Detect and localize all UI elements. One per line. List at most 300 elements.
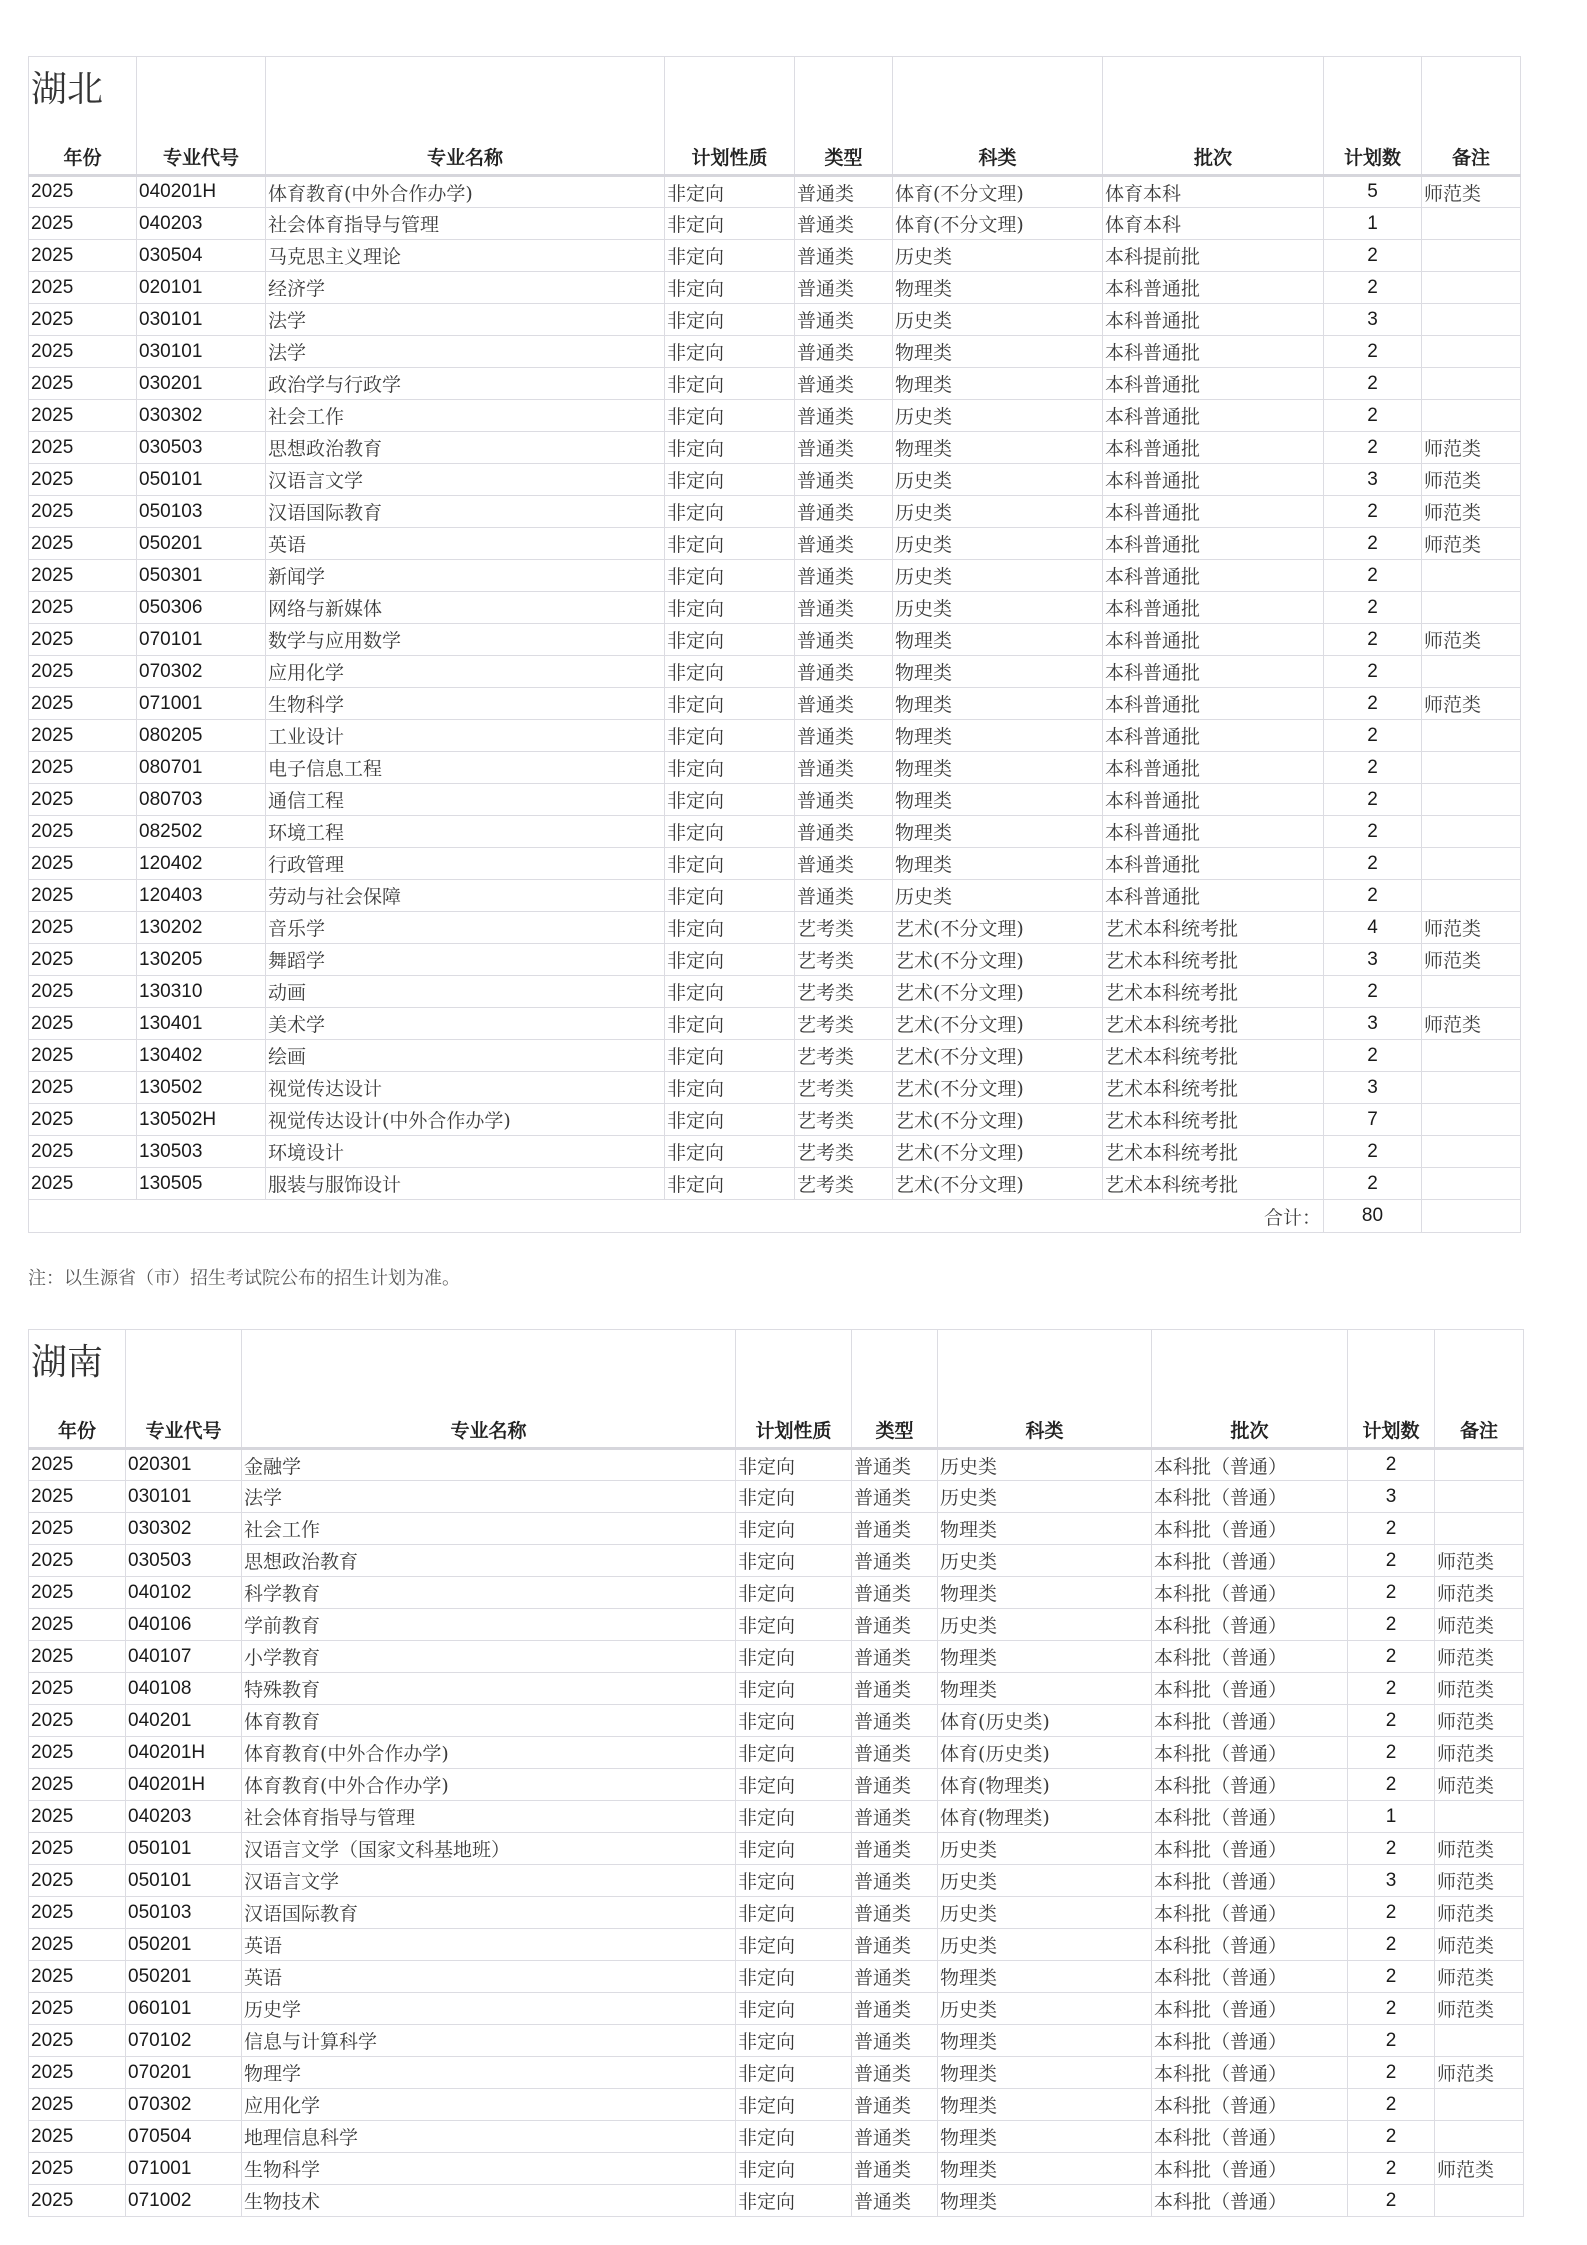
cell-batch: 艺术本科统考批 [1103, 1136, 1324, 1168]
cell-major-name: 环境设计 [266, 1136, 665, 1168]
cell-year: 2025 [29, 1513, 126, 1545]
cell-batch: 本科批（普通） [1152, 2089, 1348, 2121]
cell-major-code: 071001 [137, 688, 266, 720]
cell-plan-nature: 非定向 [665, 944, 795, 976]
cell-major-code: 050201 [137, 528, 266, 560]
column-header-batch: 批次 [1103, 57, 1324, 176]
cell-year: 2025 [29, 1136, 137, 1168]
cell-remark [1422, 752, 1521, 784]
cell-plan-nature: 非定向 [665, 432, 795, 464]
cell-type: 艺考类 [795, 976, 893, 1008]
cell-year: 2025 [29, 304, 137, 336]
cell-subject: 物理类 [893, 624, 1103, 656]
cell-major-code: 040201H [137, 176, 266, 208]
cell-type: 普通类 [795, 880, 893, 912]
cell-plan-nature: 非定向 [665, 1136, 795, 1168]
cell-plan-count: 3 [1324, 464, 1422, 496]
cell-subject: 艺术(不分文理) [893, 976, 1103, 1008]
cell-plan-nature: 非定向 [736, 1897, 852, 1929]
cell-major-name: 小学教育 [242, 1641, 736, 1673]
cell-plan-count: 2 [1324, 784, 1422, 816]
cell-plan-count: 2 [1348, 1833, 1435, 1865]
cell-subject: 体育(不分文理) [893, 208, 1103, 240]
cell-major-code: 070302 [126, 2089, 242, 2121]
cell-batch: 本科批（普通） [1152, 1673, 1348, 1705]
cell-major-name: 数学与应用数学 [266, 624, 665, 656]
cell-year: 2025 [29, 720, 137, 752]
cell-subject: 历史类 [893, 240, 1103, 272]
cell-plan-nature: 非定向 [665, 176, 795, 208]
column-header-major-code: 专业代号 [137, 57, 266, 176]
cell-major-code: 080205 [137, 720, 266, 752]
cell-batch: 艺术本科统考批 [1103, 976, 1324, 1008]
cell-subject: 体育(物理类) [938, 1769, 1152, 1801]
cell-plan-count: 4 [1324, 912, 1422, 944]
cell-plan-count: 2 [1348, 1929, 1435, 1961]
cell-major-code: 030302 [137, 400, 266, 432]
table-row [29, 1513, 1524, 1545]
cell-plan-nature: 非定向 [736, 1577, 852, 1609]
table-row [29, 2153, 1524, 2185]
cell-major-name: 舞蹈学 [266, 944, 665, 976]
cell-remark: 师范类 [1422, 496, 1521, 528]
cell-plan-nature: 非定向 [665, 304, 795, 336]
cell-batch: 本科批（普通） [1152, 1609, 1348, 1641]
cell-subject: 物理类 [938, 1513, 1152, 1545]
cell-batch: 艺术本科统考批 [1103, 1072, 1324, 1104]
cell-year: 2025 [29, 1449, 126, 1481]
cell-type: 普通类 [852, 1769, 938, 1801]
cell-type: 普通类 [852, 2057, 938, 2089]
cell-plan-nature: 非定向 [736, 1833, 852, 1865]
table-row [29, 624, 1521, 656]
cell-major-code: 050201 [126, 1961, 242, 1993]
cell-remark: 师范类 [1422, 688, 1521, 720]
table-row [29, 848, 1521, 880]
total-row [29, 1200, 1521, 1233]
cell-batch: 本科普通批 [1103, 464, 1324, 496]
cell-subject: 艺术(不分文理) [893, 1136, 1103, 1168]
cell-batch: 本科普通批 [1103, 592, 1324, 624]
cell-plan-count: 3 [1324, 304, 1422, 336]
cell-subject: 艺术(不分文理) [893, 1040, 1103, 1072]
cell-subject: 艺术(不分文理) [893, 912, 1103, 944]
cell-plan-nature: 非定向 [736, 1545, 852, 1577]
table-row [29, 688, 1521, 720]
cell-plan-count: 2 [1324, 336, 1422, 368]
cell-year: 2025 [29, 368, 137, 400]
cell-remark [1422, 848, 1521, 880]
table-row [29, 528, 1521, 560]
table-row [29, 496, 1521, 528]
cell-batch: 本科提前批 [1103, 240, 1324, 272]
cell-batch: 艺术本科统考批 [1103, 912, 1324, 944]
cell-major-code: 050103 [126, 1897, 242, 1929]
cell-remark: 师范类 [1422, 432, 1521, 464]
cell-remark [1435, 1513, 1524, 1545]
cell-remark [1422, 1072, 1521, 1104]
cell-subject: 历史类 [893, 528, 1103, 560]
cell-type: 艺考类 [795, 944, 893, 976]
cell-year: 2025 [29, 1737, 126, 1769]
cell-year: 2025 [29, 976, 137, 1008]
column-header-year: 湖南 年份 [29, 1330, 126, 1449]
cell-plan-count: 2 [1348, 1769, 1435, 1801]
cell-type: 普通类 [852, 1481, 938, 1513]
cell-batch: 本科普通批 [1103, 880, 1324, 912]
cell-major-code: 130202 [137, 912, 266, 944]
cell-subject: 物理类 [893, 656, 1103, 688]
cell-major-code: 040201 [126, 1705, 242, 1737]
cell-major-name: 学前教育 [242, 1609, 736, 1641]
table-row [29, 720, 1521, 752]
cell-type: 艺考类 [795, 1168, 893, 1200]
cell-remark: 师范类 [1435, 1641, 1524, 1673]
cell-major-name: 思想政治教育 [242, 1545, 736, 1577]
cell-major-name: 信息与计算科学 [242, 2025, 736, 2057]
table-row [29, 1865, 1524, 1897]
cell-major-name: 通信工程 [266, 784, 665, 816]
cell-plan-count: 2 [1324, 496, 1422, 528]
cell-batch: 本科普通批 [1103, 784, 1324, 816]
cell-type: 普通类 [852, 2153, 938, 2185]
cell-plan-count: 2 [1324, 752, 1422, 784]
cell-remark [1435, 2185, 1524, 2217]
cell-major-code: 070201 [126, 2057, 242, 2089]
cell-type: 普通类 [852, 1577, 938, 1609]
cell-type: 普通类 [795, 592, 893, 624]
cell-remark: 师范类 [1435, 1705, 1524, 1737]
table-row [29, 336, 1521, 368]
cell-subject: 历史类 [938, 1449, 1152, 1481]
cell-major-name: 电子信息工程 [266, 752, 665, 784]
cell-year: 2025 [29, 2057, 126, 2089]
cell-major-name: 劳动与社会保障 [266, 880, 665, 912]
cell-major-name: 生物科学 [266, 688, 665, 720]
cell-subject: 物理类 [938, 2089, 1152, 2121]
cell-subject: 体育(历史类) [938, 1705, 1152, 1737]
footnote: 注：以生源省（市）招生考试院公布的招生计划为准。 [28, 1268, 460, 1289]
cell-plan-count: 3 [1324, 1008, 1422, 1040]
cell-remark: 师范类 [1435, 2153, 1524, 2185]
cell-subject: 物理类 [938, 1577, 1152, 1609]
cell-remark: 师范类 [1422, 624, 1521, 656]
cell-subject: 物理类 [938, 1961, 1152, 1993]
cell-remark [1422, 400, 1521, 432]
cell-plan-nature: 非定向 [665, 208, 795, 240]
cell-plan-count: 2 [1324, 1168, 1422, 1200]
table-row [29, 2057, 1524, 2089]
table-row [29, 400, 1521, 432]
cell-subject: 物理类 [893, 336, 1103, 368]
cell-remark: 师范类 [1435, 1673, 1524, 1705]
table-row [29, 1673, 1524, 1705]
cell-subject: 历史类 [893, 496, 1103, 528]
cell-remark [1435, 1449, 1524, 1481]
cell-plan-nature: 非定向 [736, 1673, 852, 1705]
cell-plan-nature: 非定向 [736, 2121, 852, 2153]
cell-remark [1422, 656, 1521, 688]
cell-subject: 物理类 [893, 848, 1103, 880]
cell-batch: 艺术本科统考批 [1103, 944, 1324, 976]
cell-remark: 师范类 [1422, 176, 1521, 208]
cell-type: 普通类 [795, 784, 893, 816]
cell-plan-nature: 非定向 [736, 2089, 852, 2121]
cell-plan-count: 2 [1348, 1737, 1435, 1769]
cell-major-code: 050101 [126, 1833, 242, 1865]
table-row [29, 912, 1521, 944]
table-row [29, 592, 1521, 624]
cell-plan-count: 2 [1324, 240, 1422, 272]
cell-subject: 历史类 [938, 1609, 1152, 1641]
table-row [29, 784, 1521, 816]
table-row [29, 1481, 1524, 1513]
cell-year: 2025 [29, 1705, 126, 1737]
cell-batch: 本科批（普通） [1152, 1513, 1348, 1545]
cell-batch: 本科普通批 [1103, 848, 1324, 880]
cell-major-name: 社会工作 [266, 400, 665, 432]
cell-remark [1435, 2089, 1524, 2121]
cell-batch: 本科普通批 [1103, 688, 1324, 720]
cell-major-code: 070101 [137, 624, 266, 656]
cell-plan-count: 3 [1324, 944, 1422, 976]
cell-plan-nature: 非定向 [736, 1865, 852, 1897]
cell-subject: 历史类 [938, 1865, 1152, 1897]
cell-subject: 历史类 [938, 1897, 1152, 1929]
cell-major-name: 马克思主义理论 [266, 240, 665, 272]
cell-major-code: 040203 [126, 1801, 242, 1833]
cell-major-name: 物理学 [242, 2057, 736, 2089]
column-header-plan-count: 计划数 [1324, 57, 1422, 176]
cell-plan-nature: 非定向 [665, 688, 795, 720]
cell-year: 2025 [29, 816, 137, 848]
cell-plan-nature: 非定向 [736, 2153, 852, 2185]
cell-plan-count: 2 [1324, 880, 1422, 912]
cell-year: 2025 [29, 176, 137, 208]
cell-batch: 本科批（普通） [1152, 1929, 1348, 1961]
cell-batch: 本科批（普通） [1152, 1641, 1348, 1673]
cell-major-code: 130401 [137, 1008, 266, 1040]
cell-plan-nature: 非定向 [665, 560, 795, 592]
cell-year: 2025 [29, 1833, 126, 1865]
cell-plan-nature: 非定向 [736, 1961, 852, 1993]
cell-major-name: 政治学与行政学 [266, 368, 665, 400]
cell-plan-nature: 非定向 [736, 1641, 852, 1673]
cell-major-code: 050101 [137, 464, 266, 496]
cell-year: 2025 [29, 592, 137, 624]
cell-plan-count: 1 [1348, 1801, 1435, 1833]
cell-plan-count: 2 [1348, 2057, 1435, 2089]
cell-type: 普通类 [852, 1609, 938, 1641]
cell-batch: 本科普通批 [1103, 368, 1324, 400]
cell-subject: 历史类 [893, 304, 1103, 336]
cell-year: 2025 [29, 656, 137, 688]
cell-major-name: 应用化学 [266, 656, 665, 688]
cell-major-name: 思想政治教育 [266, 432, 665, 464]
cell-year: 2025 [29, 2121, 126, 2153]
cell-major-code: 130505 [137, 1168, 266, 1200]
cell-plan-count: 2 [1324, 688, 1422, 720]
cell-plan-nature: 非定向 [665, 1008, 795, 1040]
cell-major-code: 130502 [137, 1072, 266, 1104]
cell-batch: 本科批（普通） [1152, 2121, 1348, 2153]
cell-year: 2025 [29, 1040, 137, 1072]
cell-remark: 师范类 [1435, 1545, 1524, 1577]
cell-plan-count: 2 [1324, 816, 1422, 848]
cell-major-code: 040201H [126, 1769, 242, 1801]
cell-subject: 体育(历史类) [938, 1737, 1152, 1769]
table-row [29, 432, 1521, 464]
cell-year: 2025 [29, 496, 137, 528]
cell-plan-count: 2 [1324, 528, 1422, 560]
cell-year: 2025 [29, 560, 137, 592]
cell-subject: 物理类 [893, 688, 1103, 720]
table-row [29, 1897, 1524, 1929]
cell-year: 2025 [29, 2089, 126, 2121]
table-row [29, 272, 1521, 304]
cell-major-code: 050101 [126, 1865, 242, 1897]
cell-major-name: 经济学 [266, 272, 665, 304]
table-row [29, 656, 1521, 688]
cell-major-code: 071001 [126, 2153, 242, 2185]
cell-major-name: 历史学 [242, 1993, 736, 2025]
table-row [29, 2089, 1524, 2121]
cell-type: 普通类 [852, 2185, 938, 2217]
cell-batch: 本科普通批 [1103, 720, 1324, 752]
column-header-subject: 科类 [938, 1330, 1152, 1449]
cell-major-code: 130205 [137, 944, 266, 976]
cell-subject: 物理类 [938, 2153, 1152, 2185]
cell-major-code: 030101 [126, 1481, 242, 1513]
cell-type: 普通类 [795, 752, 893, 784]
cell-batch: 本科批（普通） [1152, 1897, 1348, 1929]
cell-type: 普通类 [795, 272, 893, 304]
cell-plan-count: 2 [1324, 720, 1422, 752]
cell-year: 2025 [29, 528, 137, 560]
cell-year: 2025 [29, 2185, 126, 2217]
cell-major-code: 130502H [137, 1104, 266, 1136]
cell-major-code: 030504 [137, 240, 266, 272]
cell-major-name: 服装与服饰设计 [266, 1168, 665, 1200]
cell-type: 普通类 [795, 208, 893, 240]
cell-subject: 历史类 [893, 592, 1103, 624]
table-row [29, 1961, 1524, 1993]
cell-year: 2025 [29, 1673, 126, 1705]
cell-plan-count: 2 [1324, 592, 1422, 624]
cell-remark: 师范类 [1435, 1993, 1524, 2025]
cell-major-name: 英语 [242, 1929, 736, 1961]
cell-major-code: 130503 [137, 1136, 266, 1168]
cell-remark [1422, 560, 1521, 592]
cell-major-name: 绘画 [266, 1040, 665, 1072]
cell-plan-nature: 非定向 [665, 656, 795, 688]
table-row [29, 944, 1521, 976]
table-row [29, 1168, 1521, 1200]
cell-plan-count: 2 [1324, 272, 1422, 304]
cell-subject: 物理类 [893, 784, 1103, 816]
cell-plan-count: 2 [1324, 656, 1422, 688]
cell-remark [1435, 1481, 1524, 1513]
cell-plan-count: 2 [1348, 1609, 1435, 1641]
cell-plan-nature: 非定向 [665, 976, 795, 1008]
total-remark [1422, 1200, 1521, 1233]
cell-type: 普通类 [795, 336, 893, 368]
cell-remark [1422, 592, 1521, 624]
cell-plan-count: 3 [1348, 1481, 1435, 1513]
cell-plan-count: 2 [1324, 560, 1422, 592]
cell-year: 2025 [29, 1545, 126, 1577]
cell-type: 艺考类 [795, 1008, 893, 1040]
cell-plan-nature: 非定向 [736, 1481, 852, 1513]
cell-year: 2025 [29, 912, 137, 944]
cell-type: 普通类 [795, 624, 893, 656]
cell-batch: 本科批（普通） [1152, 1545, 1348, 1577]
table-row [29, 368, 1521, 400]
cell-plan-count: 2 [1348, 1897, 1435, 1929]
cell-plan-nature: 非定向 [736, 1513, 852, 1545]
cell-type: 艺考类 [795, 1104, 893, 1136]
cell-type: 艺考类 [795, 1072, 893, 1104]
cell-type: 艺考类 [795, 912, 893, 944]
cell-year: 2025 [29, 1897, 126, 1929]
cell-plan-count: 2 [1348, 2025, 1435, 2057]
cell-major-code: 030101 [137, 304, 266, 336]
table-row [29, 2121, 1524, 2153]
cell-type: 普通类 [852, 1545, 938, 1577]
table-row [29, 1929, 1524, 1961]
cell-major-name: 视觉传达设计(中外合作办学) [266, 1104, 665, 1136]
cell-major-name: 社会体育指导与管理 [266, 208, 665, 240]
cell-major-name: 地理信息科学 [242, 2121, 736, 2153]
cell-remark: 师范类 [1435, 1961, 1524, 1993]
cell-major-code: 040108 [126, 1673, 242, 1705]
cell-batch: 本科批（普通） [1152, 2185, 1348, 2217]
table-row [29, 176, 1521, 208]
hubei-enrollment-table [28, 56, 1521, 1233]
cell-plan-nature: 非定向 [736, 1609, 852, 1641]
cell-plan-nature: 非定向 [736, 1929, 852, 1961]
table-row [29, 880, 1521, 912]
cell-type: 普通类 [795, 304, 893, 336]
cell-major-code: 070102 [126, 2025, 242, 2057]
cell-major-name: 生物技术 [242, 2185, 736, 2217]
cell-major-name: 应用化学 [242, 2089, 736, 2121]
cell-remark [1422, 304, 1521, 336]
table-row [29, 1641, 1524, 1673]
cell-batch: 本科批（普通） [1152, 1993, 1348, 2025]
cell-plan-count: 7 [1324, 1104, 1422, 1136]
cell-year: 2025 [29, 1168, 137, 1200]
cell-remark: 师范类 [1422, 1008, 1521, 1040]
cell-plan-count: 3 [1324, 1072, 1422, 1104]
cell-remark [1435, 2025, 1524, 2057]
cell-type: 普通类 [852, 1865, 938, 1897]
table-row [29, 1072, 1521, 1104]
cell-plan-nature: 非定向 [736, 1705, 852, 1737]
cell-plan-nature: 非定向 [665, 880, 795, 912]
cell-major-name: 新闻学 [266, 560, 665, 592]
cell-remark [1422, 1168, 1521, 1200]
cell-plan-count: 5 [1324, 176, 1422, 208]
cell-plan-nature: 非定向 [665, 336, 795, 368]
table-row [29, 1705, 1524, 1737]
table-header-row [29, 1330, 1524, 1449]
cell-type: 普通类 [852, 1737, 938, 1769]
cell-major-name: 金融学 [242, 1449, 736, 1481]
cell-type: 普通类 [795, 560, 893, 592]
cell-year: 2025 [29, 752, 137, 784]
cell-plan-count: 2 [1348, 1513, 1435, 1545]
